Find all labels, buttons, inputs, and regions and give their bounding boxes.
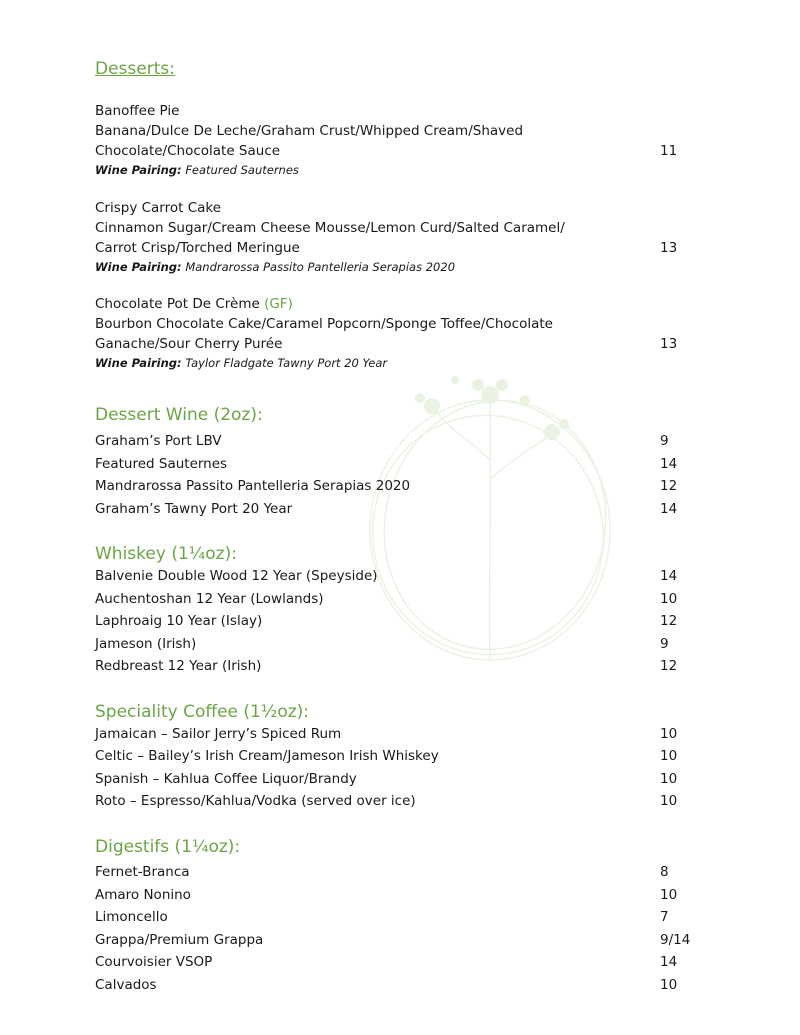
menu-price: 9 [660, 433, 669, 449]
menu-price: 14 [660, 456, 678, 472]
menu-item: Limoncello [95, 909, 168, 925]
menu-item: Spanish – Kahlua Coffee Liquor/Brandy [95, 771, 357, 787]
wine-pairing-label: Wine Pairing: [95, 163, 182, 177]
menu-price: 14 [660, 954, 678, 970]
menu-price: 12 [660, 478, 678, 494]
menu-item: Jameson (Irish) [95, 636, 197, 652]
section-heading-whiskey: Whiskey (1¼oz): [95, 544, 237, 564]
menu-item: Auchentoshan 12 Year (Lowlands) [95, 591, 324, 607]
menu-price: 10 [660, 793, 678, 809]
menu-price: 10 [660, 726, 678, 742]
menu-item: Calvados [95, 977, 157, 993]
dessert-description: Chocolate/Chocolate Sauce [95, 143, 281, 159]
menu-price: 10 [660, 977, 678, 993]
wine-pairing [95, 356, 387, 370]
dessert-description: Bourbon Chocolate Cake/Caramel Popcorn/Sponge Toffee/Chocolate [95, 316, 553, 332]
wine-pairing-value: Taylor Fladgate Tawny Port 20 Year [185, 356, 388, 370]
menu-price: 12 [660, 613, 678, 629]
menu-price: 14 [660, 568, 678, 584]
menu-item: Balvenie Double Wood 12 Year (Speyside) [95, 568, 378, 584]
floral-wreath-watermark [360, 340, 620, 680]
dessert-name: Chocolate Pot De Crème [95, 296, 260, 312]
menu-item: Graham’s Tawny Port 20 Year [95, 501, 293, 517]
section-heading-desserts: Desserts: [95, 59, 175, 79]
wine-pairing-label: Wine Pairing: [95, 260, 182, 274]
wine-pairing [95, 260, 455, 274]
menu-item: Jamaican – Sailor Jerry’s Spiced Rum [95, 726, 342, 742]
menu-item: Grappa/Premium Grappa [95, 932, 264, 948]
menu-item: Roto – Espresso/Kahlua/Vodka (served over ice) [95, 793, 416, 809]
menu-item: Courvoisier VSOP [95, 954, 213, 970]
dessert-description: Banana/Dulce De Leche/Graham Crust/Whipped Cream/Shaved [95, 123, 524, 139]
menu-item: Amaro Nonino [95, 887, 191, 903]
dessert-name: Crispy Carrot Cake [95, 200, 222, 216]
menu-price: 10 [660, 771, 678, 787]
menu-item: Graham’s Port LBV [95, 433, 222, 449]
menu-price: 7 [660, 909, 669, 925]
wine-pairing-label: Wine Pairing: [95, 356, 182, 370]
menu-price: 14 [660, 501, 678, 517]
menu-price: 8 [660, 864, 669, 880]
section-heading-dessert-wine: Dessert Wine (2oz): [95, 405, 263, 425]
dessert-name: Banoffee Pie [95, 103, 180, 119]
wine-pairing-value: Featured Sauternes [185, 163, 299, 177]
dessert-price: 13 [660, 240, 678, 256]
wine-pairing-value: Mandrarossa Passito Pantelleria Serapias 2020 [185, 260, 456, 274]
menu-item: Mandrarossa Passito Pantelleria Serapias 2020 [95, 478, 411, 494]
wine-pairing [95, 163, 299, 177]
menu-price: 9/14 [660, 932, 691, 948]
dessert-price: 13 [660, 336, 678, 352]
menu-price: 10 [660, 887, 678, 903]
dessert-name-line [95, 296, 293, 312]
menu-item: Fernet-Branca [95, 864, 190, 880]
menu-price: 12 [660, 658, 678, 674]
dessert-description: Ganache/Sour Cherry Purée [95, 336, 283, 352]
gluten-free-tag: (GF) [264, 296, 293, 312]
menu-item: Laphroaig 10 Year (Islay) [95, 613, 263, 629]
menu-item: Celtic – Bailey’s Irish Cream/Jameson Irish Whiskey [95, 748, 439, 764]
menu-price: 10 [660, 591, 678, 607]
menu-item: Featured Sauternes [95, 456, 228, 472]
menu-price: 10 [660, 748, 678, 764]
menu-item: Redbreast 12 Year (Irish) [95, 658, 262, 674]
section-heading-digestifs: Digestifs (1¼oz): [95, 837, 241, 857]
menu-price: 9 [660, 636, 669, 652]
dessert-description: Carrot Crisp/Torched Meringue [95, 240, 300, 256]
section-heading-coffee: Speciality Coffee (1½oz): [95, 702, 310, 722]
dessert-price: 11 [660, 143, 678, 159]
dessert-description: Cinnamon Sugar/Cream Cheese Mousse/Lemon Curd/Salted Caramel/ [95, 220, 565, 236]
